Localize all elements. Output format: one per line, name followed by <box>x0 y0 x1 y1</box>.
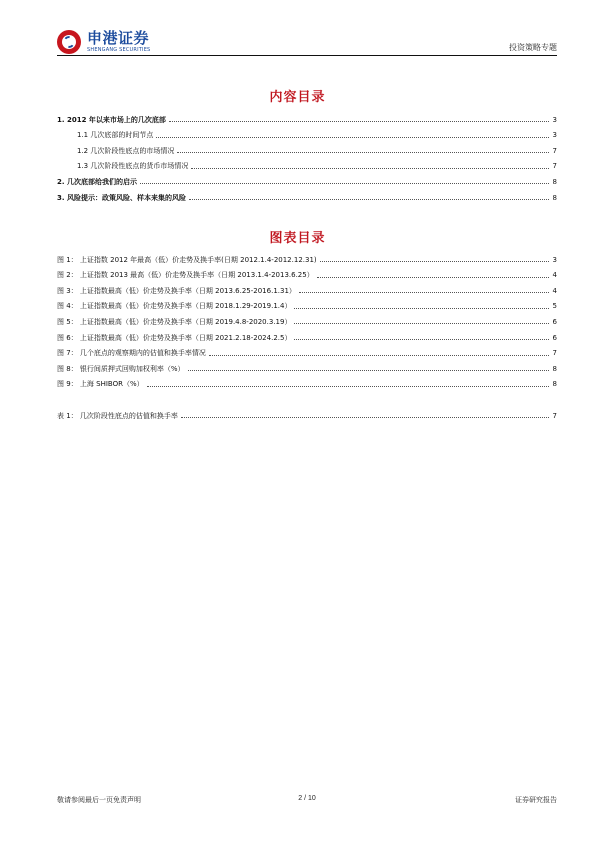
dot-leader <box>147 386 549 387</box>
figure-entry-page: 8 <box>552 364 557 373</box>
figure-entry-label: 图 3： 上证指数最高（低）价走势及换手率（日期 2013.6.25-2016.1.31） <box>57 286 296 295</box>
figure-entry[interactable] <box>57 326 557 342</box>
dot-leader <box>169 121 549 122</box>
figure-entry-label: 图 9： 上海 SHIBOR（%） <box>57 380 144 389</box>
contents-entry[interactable] <box>57 186 557 202</box>
brand-name: 申港证券 <box>87 29 150 47</box>
dot-leader <box>181 417 549 418</box>
contents-entry-label: 1.1 几次底部的时间节点 <box>77 131 154 140</box>
dot-leader <box>320 261 549 262</box>
figure-entry[interactable] <box>57 357 557 373</box>
figures-title: 图表目录 <box>269 231 326 246</box>
dot-leader <box>294 308 549 309</box>
brand-name-english: SHENGANG SECURITIES <box>87 47 151 53</box>
contents-title: 内容目录 <box>269 90 326 105</box>
figure-entry[interactable] <box>57 342 557 358</box>
figure-entry-label: 图 4： 上证指数最高（低）价走势及换手率（日期 2018.1.29-2019.1.4） <box>57 302 292 311</box>
table-entry[interactable] <box>57 404 557 420</box>
figure-entry-label: 图 2： 上证指数 2013 最高（低）价走势及换手率（日期 2013.1.4-2013.6.25） <box>57 271 314 280</box>
dot-leader <box>294 339 549 340</box>
figure-entry-page: 6 <box>552 317 557 326</box>
page-number: 2 / 10 <box>298 795 316 802</box>
contents-entry-page: 3 <box>552 131 557 140</box>
table-entry-page: 7 <box>552 411 557 420</box>
table-entry-label: 表 1： 几次阶段性底点的估值和换手率 <box>57 411 178 420</box>
figures-list <box>57 248 557 388</box>
contents-entry-page: 8 <box>552 177 557 186</box>
contents-entry[interactable] <box>57 155 557 171</box>
dot-leader <box>156 137 549 138</box>
figure-entry-label: 图 8： 银行间质押式回购加权利率（%） <box>57 364 185 373</box>
contents-entry-page: 7 <box>552 162 557 171</box>
contents-entry-label: 3. 风险提示：政策风险、样本来集的风险 <box>57 193 186 202</box>
dot-leader <box>189 199 549 200</box>
figure-entry[interactable] <box>57 248 557 264</box>
contents-entry-page: 7 <box>552 146 557 155</box>
page-header <box>57 28 557 58</box>
figure-entry-label: 图 7： 几个底点的观察期内的估值和换手率情况 <box>57 349 206 358</box>
figure-entry-page: 4 <box>552 271 557 280</box>
figure-entry-page: 5 <box>552 302 557 311</box>
contents-entry[interactable] <box>57 139 557 155</box>
dot-leader <box>209 355 549 356</box>
contents-entry-page: 8 <box>552 193 557 202</box>
contents-entry-label: 1.2 几次阶段性底点的市场情况 <box>77 146 175 155</box>
figure-entry-page: 8 <box>552 380 557 389</box>
dot-leader <box>294 323 549 324</box>
contents-entry-page: 3 <box>552 115 557 124</box>
dot-leader <box>191 168 549 169</box>
figure-entry[interactable] <box>57 373 557 389</box>
figure-entry-label: 图 5： 上证指数最高（低）价走势及换手率（日期 2019.4.8-2020.3.19） <box>57 317 292 326</box>
figure-entry-page: 7 <box>552 349 557 358</box>
dot-leader <box>299 292 549 293</box>
page-footer <box>57 795 557 807</box>
contents-list <box>57 108 557 202</box>
figure-entry-label: 图 1： 上证指数 2012 年最高（低）价走势及换手率(日期 2012.1.4-2012.12.31) <box>57 255 317 264</box>
disclaimer-note: 敬请参阅最后一页免责声明 <box>57 796 141 804</box>
brand-logo <box>57 28 150 56</box>
figure-entry[interactable] <box>57 295 557 311</box>
contents-entry[interactable] <box>57 124 557 140</box>
figure-entry[interactable] <box>57 310 557 326</box>
contents-entry[interactable] <box>57 108 557 124</box>
figure-entry-page: 3 <box>552 255 557 264</box>
contents-entry-label: 1. 2012 年以来市场上的几次底部 <box>57 115 166 124</box>
contents-entry-label: 2. 几次底部给我们的启示 <box>57 177 137 186</box>
document-type: 投资策略专题 <box>509 43 557 52</box>
dot-leader <box>177 152 549 153</box>
report-type: 证券研究报告 <box>515 796 557 804</box>
figure-entry-page: 4 <box>552 286 557 295</box>
dot-leader <box>188 370 549 371</box>
contents-entry[interactable] <box>57 170 557 186</box>
tables-list <box>57 404 557 420</box>
figure-entry[interactable] <box>57 264 557 280</box>
logo-emblem-icon <box>57 30 81 54</box>
dot-leader <box>140 183 549 184</box>
contents-entry-label: 1.3 几次阶段性底点的货币市场情况 <box>77 162 189 171</box>
dot-leader <box>317 277 549 278</box>
figure-entry-page: 6 <box>552 333 557 342</box>
figure-entry[interactable] <box>57 279 557 295</box>
header-divider <box>57 55 557 56</box>
figure-entry-label: 图 6： 上证指数最高（低）价走势及换手率（日期 2021.2.18-2024.2.5） <box>57 333 292 342</box>
